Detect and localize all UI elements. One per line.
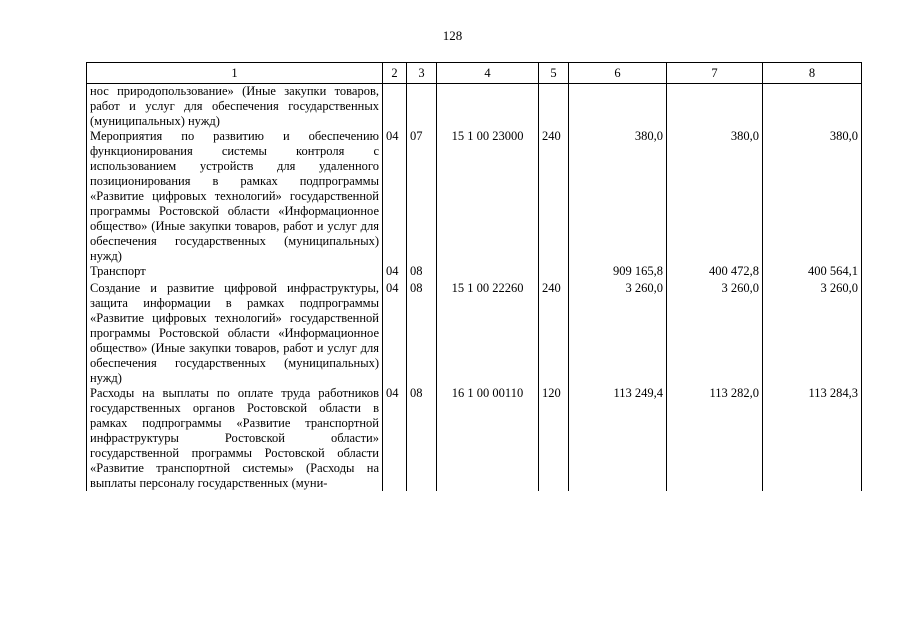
row-description: Мероприятия по развитию и обеспечению функционирования системы контроля с использованием устройств для удаленного позиционирования в рамках подпрограммы «Развитие цифровых технологий» государственной программы Ростовской области «Информационное общество» (Иные закупки товаров, работ и услуг для обеспечения государственных (муниципальных) нужд) [87, 129, 383, 264]
row-target-code: 16 1 00 00110 [437, 386, 539, 491]
column-header: 2 [383, 63, 407, 84]
row-amount-year3: 3 260,0 [763, 281, 862, 386]
row-expense-type: 240 [539, 281, 569, 386]
row-description: Транспорт [87, 264, 383, 281]
table-row [87, 264, 862, 281]
row-amount-year3: 113 284,3 [763, 386, 862, 491]
row-expense-type [539, 264, 569, 281]
row-subsection: 08 [407, 386, 437, 491]
column-numbers-row [87, 63, 862, 84]
row-subsection [407, 84, 437, 130]
column-header: 5 [539, 63, 569, 84]
row-amount-year1 [569, 84, 667, 130]
row-target-code: 15 1 00 22260 [437, 281, 539, 386]
row-description: Создание и развитие цифровой инфраструктуры, защита информации в рамках подпрограммы «Развитие цифровых технологий» государственной программы Ростовской области «Информационное общество» (Иные закупки товаров, работ и услуг для обеспечения государственных (муниципальных) нужд) [87, 281, 383, 386]
row-amount-year1: 113 249,4 [569, 386, 667, 491]
column-header: 6 [569, 63, 667, 84]
page-number: 128 [442, 28, 463, 43]
row-amount-year3 [763, 84, 862, 130]
column-header: 8 [763, 63, 862, 84]
row-section: 04 [383, 264, 407, 281]
row-expense-type [539, 84, 569, 130]
budget-table [86, 62, 862, 491]
row-expense-type: 240 [539, 129, 569, 264]
row-amount-year2: 3 260,0 [667, 281, 763, 386]
row-target-code [437, 84, 539, 130]
row-amount-year2 [667, 84, 763, 130]
row-target-code: 15 1 00 23000 [437, 129, 539, 264]
row-amount-year1: 3 260,0 [569, 281, 667, 386]
row-amount-year1: 909 165,8 [569, 264, 667, 281]
row-amount-year2: 113 282,0 [667, 386, 763, 491]
row-subsection: 07 [407, 129, 437, 264]
row-section: 04 [383, 129, 407, 264]
row-amount-year1: 380,0 [569, 129, 667, 264]
row-target-code [437, 264, 539, 281]
column-header: 4 [437, 63, 539, 84]
row-subsection: 08 [407, 281, 437, 386]
row-expense-type: 120 [539, 386, 569, 491]
column-header: 3 [407, 63, 437, 84]
row-description: нос природопользование» (Иные закупки товаров, работ и услуг для обеспечения государственных (муниципальных) нужд) [87, 84, 383, 130]
row-subsection: 08 [407, 264, 437, 281]
table-row [87, 129, 862, 264]
row-amount-year3: 400 564,1 [763, 264, 862, 281]
row-section [383, 84, 407, 130]
table-row [87, 84, 862, 130]
row-section: 04 [383, 281, 407, 386]
row-amount-year2: 400 472,8 [667, 264, 763, 281]
table-row [87, 281, 862, 386]
row-description: Расходы на выплаты по оплате труда работников государственных органов Ростовской области в рамках подпрограммы «Развитие транспортной инфраструктуры Ростовской области» государственной программы Ростовской области «Развитие транспортной системы» (Расходы на выплаты персоналу государственных (муни- [87, 386, 383, 491]
column-header: 1 [87, 63, 383, 84]
column-header: 7 [667, 63, 763, 84]
row-amount-year2: 380,0 [667, 129, 763, 264]
row-section: 04 [383, 386, 407, 491]
row-amount-year3: 380,0 [763, 129, 862, 264]
table-row [87, 386, 862, 491]
